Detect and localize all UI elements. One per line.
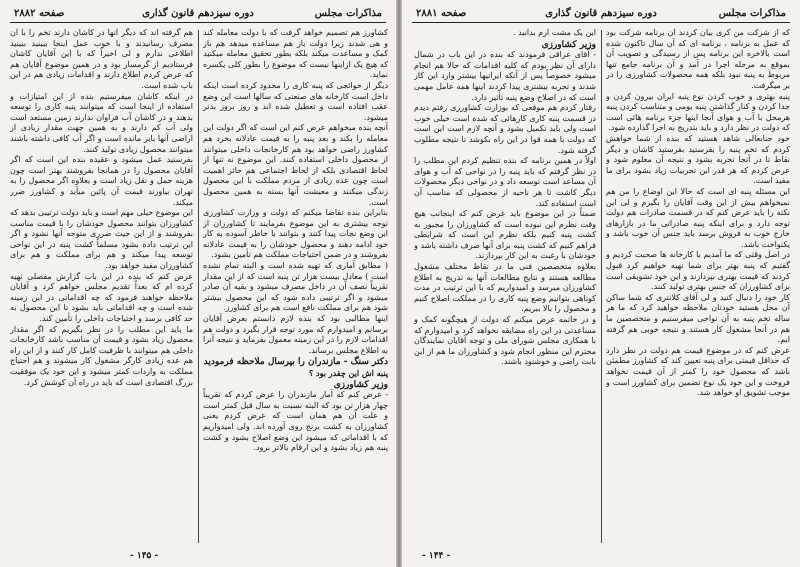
text-column-right: [203, 28, 388, 545]
paragraph: بعلاوه متخصصین فنی ما در نقاط مختلف مشغول مطالعه هستند و نتایج مطالعات آنها به تدریج به اطلاع کشاورزان میرسد و امیدواریم که با این ترتیب در مدت کوتاهی بتوانیم وضع پنبه کاری را در مملکت اصلاح کنیم و محصول را بالا ببریم.: [414, 262, 596, 314]
paragraph: آنچه بنده میخواهم عرض کنم این است که اگر دولت این معامله را بکند و بعد پنبه را به قیمت عادلانه بخرد هم کشاورز راضی خواهد بود هم کارخانجات داخلی میتوانند از محصول داخلی استفاده کنند. این موضوع نه تنها از لحاظ اقتصادی بلکه از لحاظ اجتماعی هم حائز اهمیت است چون عده زیادی از مردم مملکت با این محصول زندگی میکنند و معیشت آنها بسته به همین محصول است.: [203, 123, 388, 207]
page-header: [10, 8, 386, 23]
right-page: [402, 0, 800, 567]
paragraph: در اینکه کاشان میفرستیم بنده از این امتیازات و استفاده از اینجا است که میتوانند پنبه کاری را توسعه بدهند و در کاشان آب فراوان ندارند زمین مستعد است ولی آب کم دارند و به همین جهت مقدار زیادی از اراضی آنها بایر مانده است و اگر آب کافی داشته باشند میتوانند محصول زیادی تولید کنند.: [10, 91, 193, 154]
speaker-name: وزیر کشاورزی: [541, 39, 596, 50]
interjection: پنبه اش این چقدر بود ؟: [308, 368, 388, 378]
journal-title: مذاکرات مجلس: [314, 8, 382, 19]
paragraph: بفرستید عمل میشود و عقیده بنده این است که اگر آقایان محصول را در همانجا بفروشند بهتر است چون هزینه حمل و نقل زیاد است و بعلاوه اگر محصول را به تهران بیاورند قیمت آن پائین میآید و کشاورز ضرر میکند.: [10, 155, 193, 207]
column-divider: [601, 30, 602, 543]
paragraph: دیگر از حوائجی که پنبه کاری را محدود کرده است اینکه داخل است کارخانه های صنعتی که سالها است این وضع عقب افتاده است و تعطیل شده اند و روز بروز بدتر میشود.: [203, 80, 388, 122]
page-header: [412, 8, 790, 23]
paragraph: - عرض کنم که آمار مازندران را عرض کردم که تقریباً چهار هزار تن بود که البته نسبت به سال قبل کمتر است و علت آن هم همان است که عرض کردم یعنی کشاورزان به کشت برنج روی آورده اند. ولی امیدواریم که با اقداماتی که میشود این وضع اصلاح بشود و کشت پنبه هم زیاد بشود و این ارقام بالاتر برود.: [203, 390, 388, 453]
paragraph: هم گرفته اند که دیگر آنها در کاشان دارند تخم را با آن مصرف رسانیدند و با خوب عمل اینجا ببینید ببینید اطلاعی ندارم و لی اخیراً که با این آقایان کاشان فرستادیم از گرمسار بود و در همین موضوع آقایان هم که عرض کردم اطلاع دارند و اقدامات زیادی هم در این باب شده است.: [10, 28, 193, 90]
page-number-label: صفحه ۲۸۸۲: [14, 8, 65, 19]
paragraph: در اصل وقتی که ما آمدیم با کارخانه ها صحبت کردیم و گفتیم که پنبه بهتر برای شما تهیه خواهیم کرد قبول کردند که قیمت بهتری بپردازند و این خود تشویقی است برای کشاورزان که جنس بهتری تولید کنند.: [606, 250, 790, 292]
session-title: دوره سیزدهم قانون گذاری: [142, 8, 254, 19]
text-column-right: [606, 28, 790, 545]
paragraph: بنابراین بنده تقاضا میکنم که دولت و وزارت کشاورزی توجه بیشتری به این موضوع بفرمایند تا کشاورزان از این وضع نجات پیدا کنند و بتوانند با خاطر آسوده به کار خود ادامه دهند و محصول خودشان را به قیمت عادلانه بفروشند و در ضمن احتیاجات مملکت هم تأمین بشود.: [203, 208, 388, 260]
page-footer-number: - ۱۴۴ -: [422, 551, 451, 561]
speaker-name: دکتر سنگ - مازندران را بپرسال ملاحظه فرمودید: [203, 357, 388, 368]
text-column-left: [414, 28, 596, 545]
paragraph: خود جنابعالی شاهد هستید که بنده از شما خواهش کردم که تخم پنبه را بفرستید بفرستید کاشان و دیگر نقاط تا در آنجا تجربه بشود و نتیجه آن معلوم شود و عرض کردم که هر قدر این تجربیات زیاد بشود برای ما مفید است.: [606, 133, 790, 186]
speaker-name: وزیر کشاورزی: [333, 379, 388, 390]
paragraph: کشاورز هم تصمیم خواهد گرفت که با دولت معامله کند و هی شدند زیرا دولت باز هم مساعده میدهد هم باز کمک و مساعدت میکند بلکه بطور تحقیق معامله میکنید که هیچ یک ازاینها نیست که موضوع را بطور کلی یکسره نماید.: [203, 28, 388, 80]
paragraph: که از شرکت من کری بیان کردند آن برنامه شرکت بود که عمل به برنامه ، برنامه ای که آن سال تاکنون شده است بالاخره این برنامه پس از رسیدگی و تصویب آن بموقع به مرحله اجرا در آمد و آن برنامه جامع تنها مربوط به پنبه نبود بلکه همه محصولات کشاورزی را در بر میگرفت.: [606, 28, 790, 90]
paragraph: این موضوع خیلی مهم است و باید دولت ترتیبی بدهد که کشاورزان بتوانند محصول خودشان را با قیمت مناسب بفروشند و از این حیث ضرری متوجه آنها نشود و اگر این ترتیب داده بشود مسلماً کشت پنبه در این نواحی توسعه پیدا میکند و هم برای مملکت و هم برای کشاورزان مفید خواهد بود.: [10, 208, 193, 271]
paragraph: ( مطابق آماری که تهیه شده است و البته تمام نشده است ) معادل بیست هزار تن پنبه است که از این مقدار تقریباً نصف آن در داخل مصرف میشود و بقیه آن صادر میشود و اگر ترتیبی داده شود که این محصول بیشتر شود هم برای مملکت نافع است هم برای کشاورز.: [203, 261, 388, 313]
paragraph: عرض کنم که در موضوع قیمت هم دولت در نظر دارد که حداقل قیمتی برای پنبه تعیین کند که کشاورز مطمئن باشد که محصول خود را کمتر از آن قیمت نخواهد فروخت و این خود یک نوع تضمین برای کشاورز است و موجب تشویق او خواهد شد.: [606, 345, 790, 398]
column-divider: [198, 30, 199, 543]
left-page: [0, 0, 396, 567]
paragraph: پنبه بهتری و خوب کردن نوع پنبه ایران بیرون کردن و جدا کردن و کنار گذاشتن پنبه بومی و متناسب کردن پنبه هرمحل با آب و هوای آنجا اینها جزء برنامه هائی است که دولت در نظر دارد و باید بتدریج به اجرا گذارده شود.: [606, 91, 790, 133]
paragraph: اینها مطالبی بود که بنده لازم دانستم بعرض آقایان برسانم و امیدوارم که مورد توجه قرار بگیرد و دولت هم اقدامات لازم را در این زمینه معمول بفرماید و نتیجه آنرا به اطلاع مجلس برساند.: [203, 314, 388, 355]
page-footer-number: - ۱۴۵ -: [130, 551, 159, 561]
paragraph: و در خاتمه عرض میکنم که دولت از هیچگونه کمک و مساعدتی در این راه مضایقه نخواهد کرد و امیدوارم که با همکاری مجلس شورای ملی و توجه آقایان نمایندگان محترم این منظور انجام شود و کشاورزان ما هم از این بابت راضی و خوشنود باشند.: [414, 315, 596, 367]
page-number-label: صفحه ۲۸۸۱: [416, 8, 467, 19]
paragraph: این یک مشت آرم بدانید .: [513, 28, 596, 37]
journal-title: مذاکرات مجلس: [718, 8, 786, 19]
paragraph: رفتار کردم هم موقعی که بوزارت کشاورزی رفتم دیدم در قسمت پنبه کاری کارهائی که شده است خیلی خوب است ولی باید تکمیل بشود و آنچه لازم است این است که دولت با همه قوا در این راه بکوشد تا نتیجه مطلوب گرفته شود.: [414, 103, 596, 155]
paragraph: این مسئله پنبه ای است که حالا این اوضاع را من هم نمیخواهم بیش از این وقت آقایان را بگیرم و لی این نکته را باید عرض کنم که در قسمت صادرات هم دولت توجه دارد و برای اینکه پنبه صادراتی ما در بازارهای خارج خوب به فروش برسد باید جنس آن خوب باشد و یکنواخت باشد.: [606, 186, 790, 249]
paragraph: - آقای عراقی فرمودند که بنده در این باب در شمال دارای آن نظر بودم که کلیه اقدامات که حالا هم انجام میشود خصوصاً پس از آنکه ایرانیها بیشتر وارد این کار شدند و تجربه بیشتری پیدا کردند اینها همه عامل مهمی است که در اصلاح وضع پنبه تأثیر دارد.: [414, 50, 596, 102]
text-column-left: [10, 28, 193, 545]
paragraph: اولاً در همین برنامه که بنده تنظیم کردم این مطلب را در نظر گرفتم که باید پنبه را در نواحی که آب و هوای آن مساعد است توسعه داد و در نواحی دیگر محصولات دیگر کاشت تا هر ناحیه از محصولی که مناسب آن است استفاده کند.: [414, 156, 596, 208]
paragraph: عرض کنم که بنده در این باب گزارش مفصلی تهیه کرده ام که بعداً تقدیم مجلس خواهم کرد و آقایان ملاحظه خواهند فرمود که چه اقداماتی در این زمینه شده است و چه اقداماتی باید بشود تا این محصول به حد کافی برسد و احتیاجات داخلی را تأمین کند.: [10, 271, 193, 324]
paragraph: ما باید این مطلب را در نظر بگیریم که اگر مقدار محصول زیاد بشود و قیمت آن مناسب باشد کارخانجات داخلی هم میتوانند با ظرفیت کامل کار کنند و از این راه هم عده زیادی کارگر مشغول کار میشوند و هم احتیاج مملکت به واردات کمتر میشود و این خود یک موفقیت بزرگ اقتصادی است که باید در راه آن کوشش کرد.: [10, 324, 193, 387]
paragraph: کار خود را دنبال کنید و لی آقای کلانتری که شما ساکن آن محل هستید خودتان ملاحظه خواهید کرد که ما هر ساله تخم پنبه به آن نواحی میفرستیم و متخصصین ما هم در آنجا مشغول کار هستند و نتیجه خوبی هم گرفته ایم.: [606, 292, 790, 345]
paragraph: ضمناً در این موضوع باید عرض کنم که اینجانب هیچ وقت نظرم این نبوده است که کشاورزان را مجبور به کشت پنبه کنیم بلکه نظرم این است که شرایطی فراهم کنیم که کشت پنبه برای آنها صرف داشته باشد و خودشان با رغبت به این کار بپردازند.: [414, 209, 596, 261]
session-title: دوره سیزدهم قانون گذاری: [545, 8, 657, 19]
